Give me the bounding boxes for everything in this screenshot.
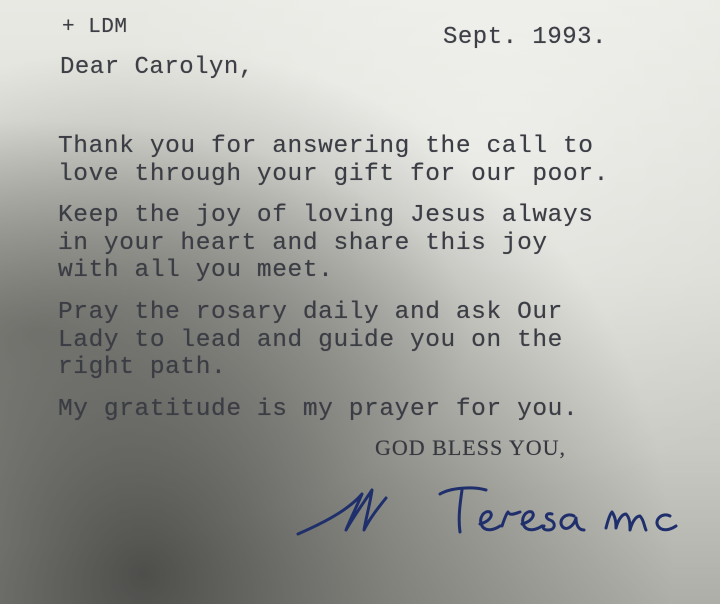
letter-date: Sept. 1993. — [443, 24, 607, 51]
paragraph-joy — [58, 202, 594, 285]
closing-blessing: GOD BLESS YOU, — [375, 435, 567, 460]
handwritten-signature — [290, 468, 710, 558]
paragraph-line: Thank you for answering the call to — [58, 133, 594, 160]
paragraph-line: Keep the joy of loving Jesus always — [58, 202, 594, 229]
salutation: Dear Carolyn, — [60, 54, 254, 81]
paragraph-line: Pray the rosary daily and ask Our — [58, 299, 563, 326]
paragraph-rosary — [58, 299, 563, 382]
paragraph-line: My gratitude is my prayer for you. — [58, 396, 579, 423]
header-mark: + LDM — [62, 16, 128, 39]
paragraph-line: right path. — [58, 354, 227, 381]
paragraph-thank-you — [58, 133, 609, 188]
paragraph-line: love through your gift for our poor. — [58, 160, 609, 188]
paragraph-line: with all you meet. — [58, 257, 334, 284]
paragraph-gratitude — [58, 396, 578, 424]
paragraph-line: in your heart and share this joy — [58, 229, 548, 257]
paragraph-line: Lady to lead and guide you on the — [58, 326, 563, 354]
